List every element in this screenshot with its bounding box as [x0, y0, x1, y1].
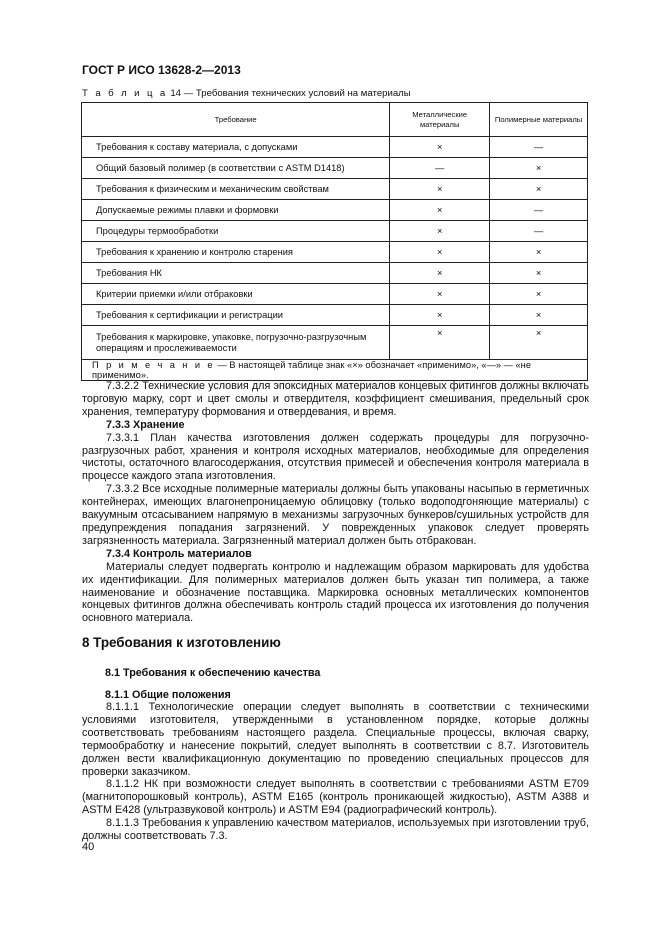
paragraph-7-3-2-2: 7.3.2.2 Технические условия для эпоксидных материалов концевых фитингов должны включать торговую марку, сорт и цвет смолы и отвердителя, коэффициент смешивания, предельный срок хранения, температуру формования и отвердевания, и время.: [82, 380, 589, 418]
document-header: ГОСТ Р ИСО 13628-2—2013: [82, 63, 241, 77]
table-row: [82, 221, 588, 242]
section-8-1-1: [82, 701, 589, 843]
table-row: [82, 284, 588, 305]
paragraph-7-3-3-2: 7.3.3.2 Все исходные полимерные материалы должны быть упакованы насыпью в герметичных контейнерах, имеющих влагонепроницаемую облицовку (только водоподгоняющие материалы) с вакуумным отсасыванием напрямую в механизмы загрузочных бункеров/сушильных устройств для предупреждения попадания загрязнений. У поврежденных упаковок следует проверять загрязненность материала. Загрязненный материал должен быть отбракован.: [82, 483, 589, 547]
heading-7-3-4: 7.3.4 Контроль материалов: [106, 547, 252, 560]
heading-8-1-1: 8.1.1 Общие положения: [105, 689, 231, 701]
requirements-table: [81, 102, 588, 381]
row-metal-mark: ×: [390, 326, 490, 360]
row-metal-mark: ×: [390, 221, 490, 242]
row-metal-mark: ×: [390, 284, 490, 305]
header-polymer: Полимерные материалы: [490, 103, 588, 137]
row-requirement: Требования к маркировке, упаковке, погрузочно-разгрузочным операциям и прослеживаемости: [82, 326, 390, 360]
paragraph-8-1-1-3: 8.1.1.3 Требования к управлению качеством материалов, используемых при изготовлении труб, должны соответствовать 7.3.: [82, 817, 589, 843]
row-requirement: Требования к сертификации и регистрации: [82, 305, 390, 326]
row-polymer-mark: ×: [490, 158, 588, 179]
row-metal-mark: ×: [390, 263, 490, 284]
row-polymer-mark: ×: [490, 305, 588, 326]
paragraph-8-1-1-1: 8.1.1.1 Технологические операции следует выполнять в соответствии с техническими условиями изготовителя, утвержденными в установленном порядке, которые должны соответствовать требованиям настоящего раздела. Специальные процессы, включая сварку, термообработку и нанесение покрытий, следует выполнять в соответствии с 8.7. Изготовитель должен вести квалификационную документацию по проведению специальных процессов для проверки заказчиком.: [82, 701, 589, 778]
row-polymer-mark: —: [490, 137, 588, 158]
table-row: [82, 137, 588, 158]
row-polymer-mark: ×: [490, 242, 588, 263]
table-caption-text: 14 — Требования технических условий на материалы: [167, 88, 411, 99]
table-row: [82, 200, 588, 221]
row-metal-mark: ×: [390, 305, 490, 326]
table-row: [82, 179, 588, 200]
row-requirement: Процедуры термообработки: [82, 221, 390, 242]
row-metal-mark: ×: [390, 137, 490, 158]
row-requirement: Требования к физическим и механическим свойствам: [82, 179, 390, 200]
row-requirement: Требования к составу материала, с допусками: [82, 137, 390, 158]
row-polymer-mark: ×: [490, 263, 588, 284]
header-requirement: Требование: [82, 103, 390, 137]
row-polymer-mark: ×: [490, 179, 588, 200]
row-polymer-mark: —: [490, 221, 588, 242]
row-requirement: Допускаемые режимы плавки и формовки: [82, 200, 390, 221]
heading-7-3-3: 7.3.3 Хранение: [106, 418, 185, 431]
table-row: [82, 263, 588, 284]
row-metal-mark: ×: [390, 242, 490, 263]
row-metal-mark: ×: [390, 200, 490, 221]
section-7-3: [82, 380, 589, 625]
row-polymer-mark: —: [490, 200, 588, 221]
paragraph-7-3-3-1: 7.3.3.1 План качества изготовления должен содержать процедуры для погрузочно-разгрузочных работ, хранения и контроля исходных материалов, необходимые для определения чистоты, остаточного влагосодержания, отсутствия примесей и обеспечения контроля материала в процессе каждого этапа изготовления.: [82, 431, 589, 483]
heading-section-8: 8 Требования к изготовлению: [82, 635, 281, 650]
table-row: [82, 242, 588, 263]
header-metal: Металлические материалы: [390, 103, 490, 137]
table-note-row: [82, 360, 588, 381]
row-requirement: Требования НК: [82, 263, 390, 284]
table-caption: [82, 88, 411, 99]
table-row: [82, 305, 588, 326]
table-caption-prefix: Т а б л и ц а: [82, 88, 168, 99]
paragraph-7-3-4: Материалы следует подвергать контролю и надлежащим образом маркировать для удобства их идентификации. Для полимерных материалов должен быть указан тип полимера, а также наименование и обозначение поставщика. Маркировка основных металлических компонентов концевых фитингов должна обеспечивать контроль стадий процесса их изготовления до получения основного материала.: [82, 560, 589, 625]
table-row: [82, 158, 588, 179]
row-requirement: Общий базовый полимер (в соответствии с ASTM D1418): [82, 158, 390, 179]
page-number: 40: [82, 841, 95, 853]
heading-8-1: 8.1 Требования к обеспечению качества: [105, 667, 321, 679]
paragraph-8-1-1-2: 8.1.1.2 НК при возможности следует выполнять в соответствии с требованиями ASTM E709 (магнитопорошковый контроль), ASTM E165 (контроль проникающей жидкостью), ASTM A388 и ASTM E428 (ультразвуковой контроль) и ASTM E94 (радиографический контроль).: [82, 778, 589, 817]
table-note-text: — В настоящей таблице знак «×» обозначает «применимо», «—» — «не применимо».: [92, 360, 531, 380]
row-metal-mark: ×: [390, 179, 490, 200]
row-metal-mark: —: [390, 158, 490, 179]
table-row: [82, 326, 588, 360]
row-polymer-mark: ×: [490, 326, 588, 360]
table-note-prefix: П р и м е ч а н и е: [92, 360, 215, 370]
row-requirement: Требования к хранению и контролю старения: [82, 242, 390, 263]
row-requirement: Критерии приемки и/или отбраковки: [82, 284, 390, 305]
row-polymer-mark: ×: [490, 284, 588, 305]
table-header-row: [82, 103, 588, 137]
table-note: [82, 360, 588, 381]
